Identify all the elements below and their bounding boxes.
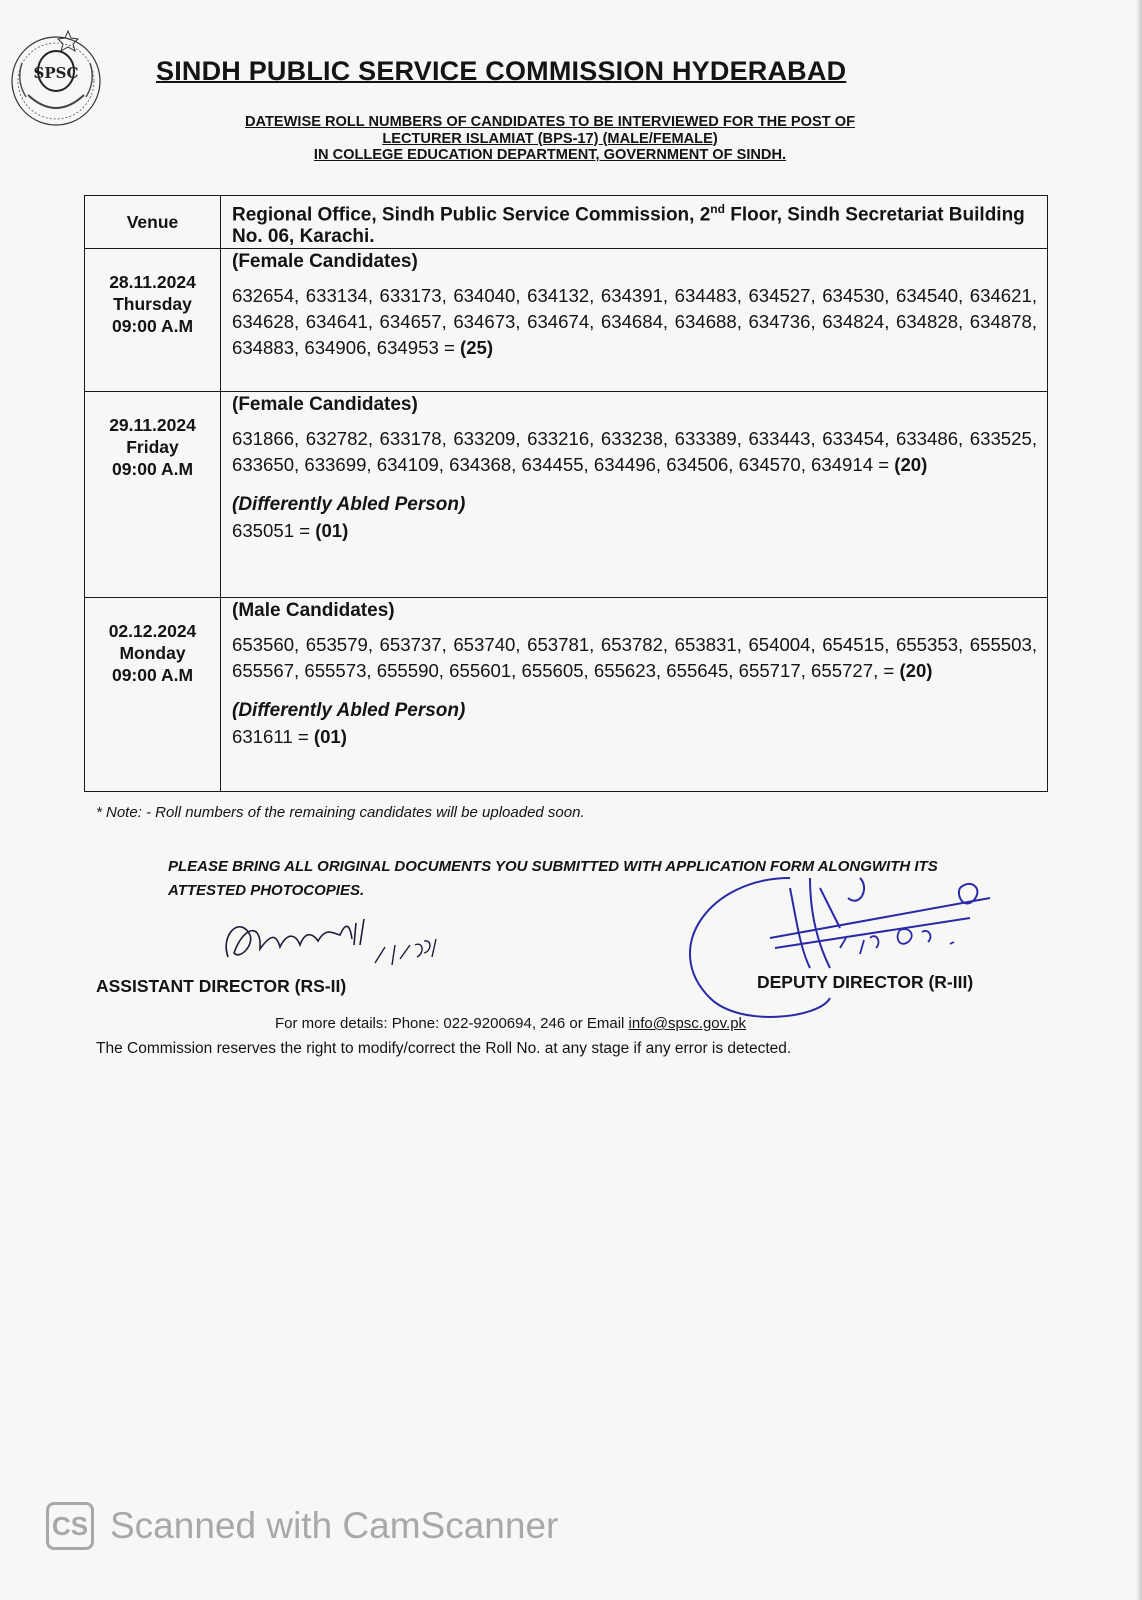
subtitle-line: DATEWISE ROLL NUMBERS OF CANDIDATES TO BE INTERVIEWED FOR THE POST OF <box>245 114 855 130</box>
special-roll-numbers: 635051 = (01) <box>232 520 349 542</box>
subtitle <box>140 114 960 164</box>
special-category-label: (Differently Abled Person) <box>232 700 466 722</box>
special-category-label: (Differently Abled Person) <box>232 494 466 516</box>
interview-date: 02.12.2024 <box>108 621 197 642</box>
special-roll-numbers: 631611 = (01) <box>232 726 347 748</box>
candidates-cell <box>221 598 1048 792</box>
page-title: SINDH PUBLIC SERVICE COMMISSION HYDERABAD <box>156 56 847 86</box>
candidates-cell <box>221 249 1048 392</box>
roll-total: (25) <box>460 337 494 359</box>
instruction-text: PLEASE BRING ALL ORIGINAL DOCUMENTS YOU SUBMITTED WITH APPLICATION FORM ALONGWITH ITS ATTESTED PHOTOCOPIES. <box>168 858 938 899</box>
assistant-signature <box>210 905 490 985</box>
camscanner-watermark <box>46 1502 558 1550</box>
interview-time: 09:00 A.M <box>111 665 194 686</box>
interview-day: Friday <box>126 437 179 458</box>
roll-total: (20) <box>899 660 933 682</box>
disclaimer-text: The Commission reserves the right to modify/correct the Roll No. at any stage if any error is detected. <box>96 1040 792 1057</box>
deputy-director-label: DEPUTY DIRECTOR (R-III) <box>757 972 974 992</box>
table-row <box>85 249 1048 392</box>
date-cell <box>85 249 221 392</box>
table-row <box>85 598 1048 792</box>
interview-date: 28.11.2024 <box>109 272 196 293</box>
date-cell <box>85 392 221 598</box>
category-label: (Female Candidates) <box>232 394 418 416</box>
table-row <box>85 392 1048 598</box>
camscanner-icon: CS <box>46 1502 94 1550</box>
assistant-director-label: ASSISTANT DIRECTOR (RS-II) <box>96 976 347 996</box>
roll-numbers: 632654, 633134, 633173, 634040, 634132, 634391, 634483, 634527, 634530, 634540, 634621, 634628, 634641, 634657, 634673, 634674, 634684, 634688, 634736, 634824, 634828, 634878, 634883, 634906, 634953 = (25) <box>232 285 1037 359</box>
spsc-logo <box>8 25 104 129</box>
note-text: * Note: - Roll numbers of the remaining candidates will be uploaded soon. <box>96 804 585 821</box>
watermark-text: Scanned with CamScanner <box>110 1505 559 1546</box>
candidates-cell <box>221 392 1048 598</box>
interview-time: 09:00 A.M <box>111 316 194 337</box>
venue-label: Venue <box>85 196 221 249</box>
subtitle-line: IN COLLEGE EDUCATION DEPARTMENT, GOVERNMENT OF SINDH. <box>313 147 787 163</box>
venue-row <box>85 196 1048 249</box>
contact-details: For more details: Phone: 022-9200694, 246 or Email info@spsc.gov.pk <box>275 1015 747 1032</box>
interview-date: 29.11.2024 <box>109 415 196 436</box>
roll-total: (20) <box>894 454 928 476</box>
scan-edge-shadow <box>1136 0 1142 1600</box>
date-cell <box>85 598 221 792</box>
interview-day: Thursday <box>113 294 192 315</box>
subtitle-line: LECTURER ISLAMIAT (BPS-17) (MALE/FEMALE) <box>382 130 718 147</box>
category-label: (Female Candidates) <box>232 251 418 273</box>
roll-numbers: 631866, 632782, 633178, 633209, 633216, 633238, 633389, 633443, 633454, 633486, 633525, 633650, 633699, 634109, 634368, 634455, 634496, 634506, 634570, 634914 = (20) <box>232 428 1037 476</box>
interview-day: Monday <box>119 643 186 664</box>
svg-text:SPSC: SPSC <box>33 64 79 82</box>
interview-time: 09:00 A.M <box>111 459 194 480</box>
deputy-signature <box>670 858 1020 1028</box>
schedule-table <box>84 195 1048 792</box>
roll-numbers: 653560, 653579, 653737, 653740, 653781, 653782, 653831, 654004, 654515, 655353, 655503, 655567, 655573, 655590, 655601, 655605, 655623, 655645, 655717, 655727, = (20) <box>232 634 1037 682</box>
category-label: (Male Candidates) <box>232 600 395 622</box>
contact-email[interactable]: info@spsc.gov.pk <box>628 1015 747 1032</box>
venue-address: Regional Office, Sindh Public Service Commission, 2nd Floor, Sindh Secretariat Building No. 06, Karachi. <box>221 196 1048 249</box>
